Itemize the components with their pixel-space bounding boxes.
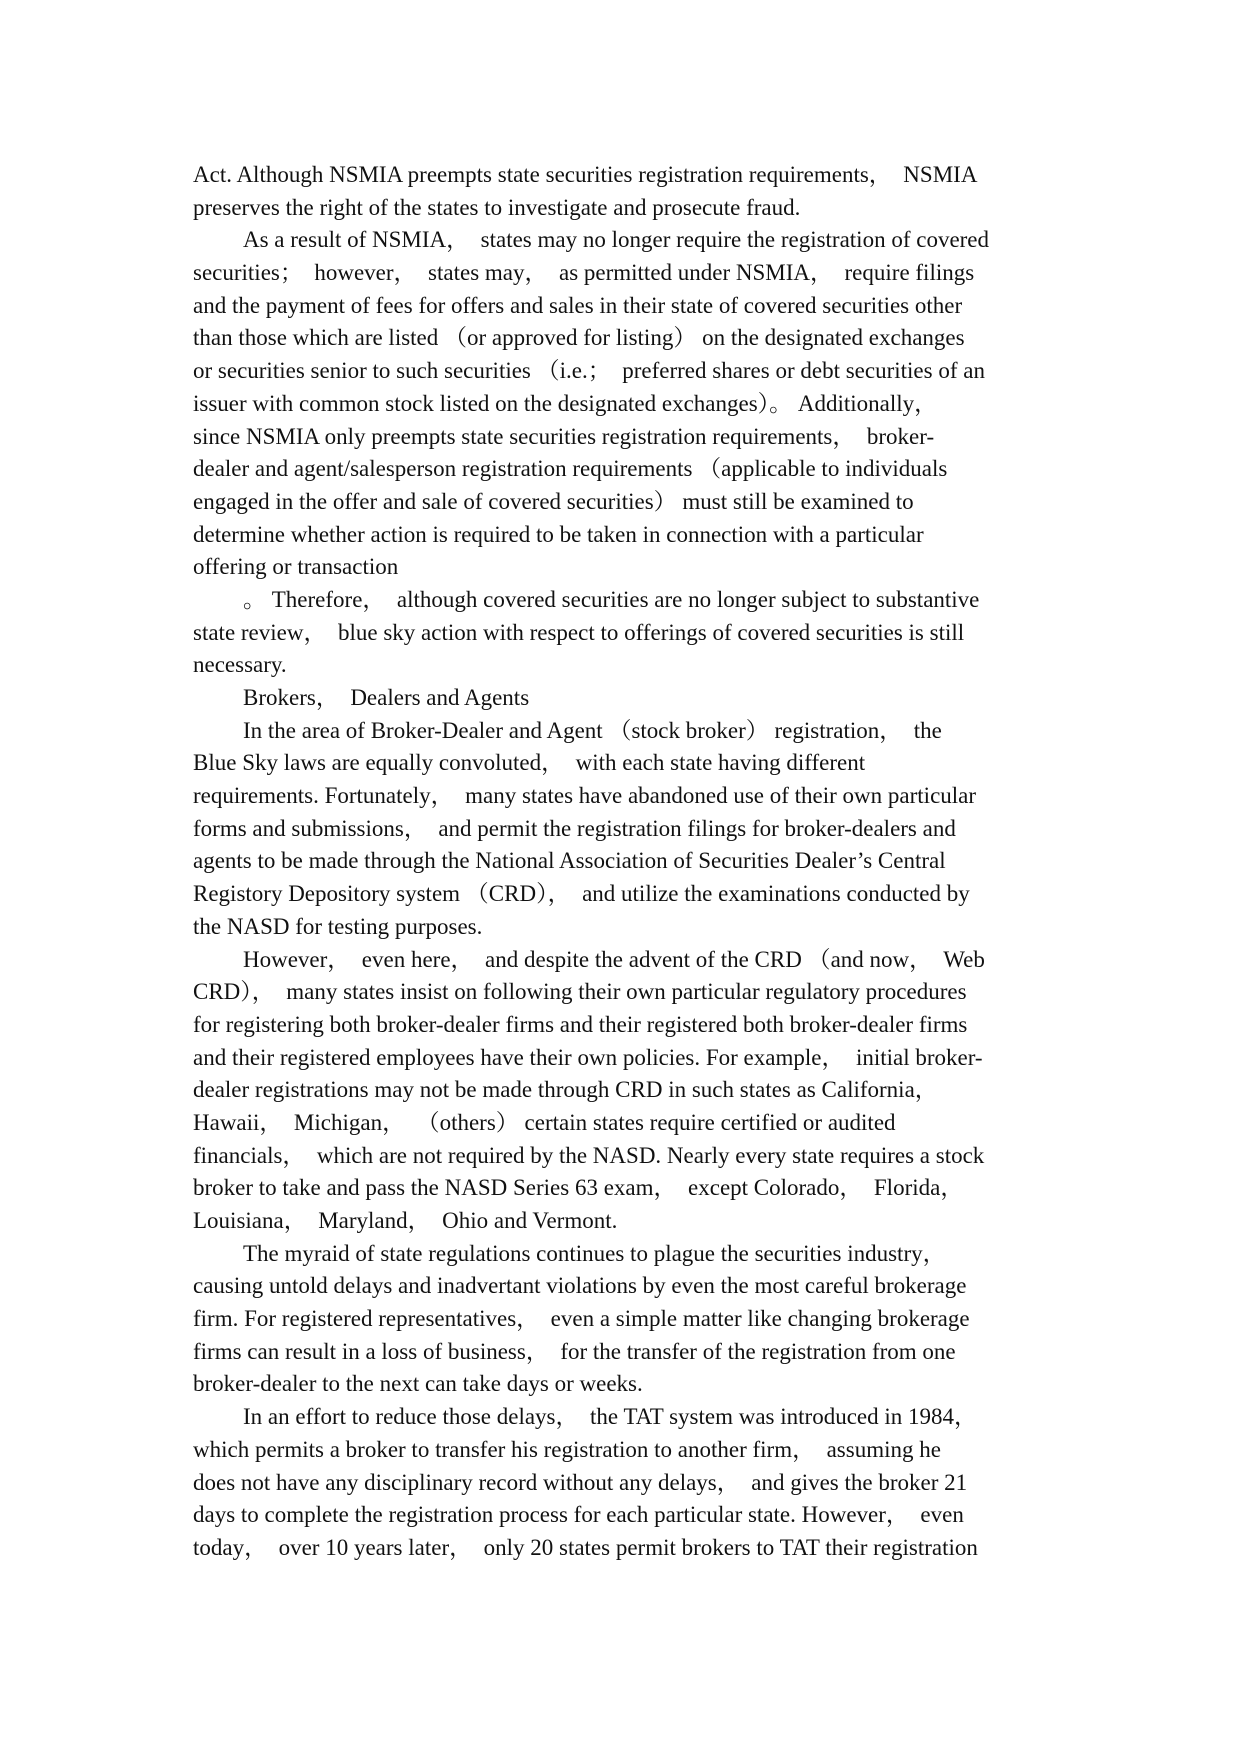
text-line: forms and submissions， and permit the registration filings for broker-dealers and <box>193 815 956 841</box>
text-line: offering or transaction <box>193 554 399 580</box>
text-line: Brokers， Dealers and Agents <box>243 685 530 710</box>
text-line: agents to be made through the National Association of Securities Dealer’s Central <box>193 848 946 874</box>
text-line: preserves the right of the states to investigate and prosecute fraud. <box>193 194 801 220</box>
text-line: 。 Therefore， although covered securities are no longer subject to substantive <box>243 586 980 612</box>
text-line: CRD）， many states insist on following their own particular regulatory procedures <box>193 979 967 1005</box>
text-line: firm. For registered representatives， even a simple matter like changing brokerage <box>193 1306 970 1332</box>
text-line: As a result of NSMIA， states may no longer require the registration of covered <box>243 227 990 253</box>
text-line: since NSMIA only preempts state securities registration requirements， broker- <box>193 423 935 449</box>
text-line: engaged in the offer and sale of covered securities） must still be examined to <box>193 488 914 514</box>
text-line: firms can result in a loss of business， for the transfer of the registration from one <box>193 1338 956 1364</box>
body-text <box>193 159 1053 1565</box>
text-line: Hawaii， Michigan， （others） certain states require certified or audited <box>193 1109 896 1135</box>
text-line: In the area of Broker-Dealer and Agent （stock broker） registration， the <box>243 717 942 743</box>
text-line: causing untold delays and inadvertant violations by even the most careful brokerage <box>193 1273 967 1299</box>
text-line: does not have any disciplinary record without any delays， and gives the broker 21 <box>193 1469 968 1495</box>
text-line: financials， which are not required by the NASD. Nearly every state requires a stock <box>193 1142 985 1168</box>
text-line: requirements. Fortunately， many states have abandoned use of their own particular <box>193 783 977 809</box>
text-line: dealer and agent/salesperson registration requirements （applicable to individuals <box>193 456 948 482</box>
text-line: determine whether action is required to be taken in connection with a particular <box>193 521 924 547</box>
text-line: or securities senior to such securities （i.e.； preferred shares or debt securities of an <box>193 358 985 384</box>
text-line: the NASD for testing purposes. <box>193 913 483 939</box>
text-line: days to complete the registration process for each particular state. However， even <box>193 1502 964 1528</box>
text-line: today， over 10 years later， only 20 states permit brokers to TAT their registration <box>193 1534 978 1560</box>
text-line: However， even here， and despite the advent of the CRD （and now， Web <box>243 946 985 972</box>
text-line: Blue Sky laws are equally convoluted， with each state having different <box>193 750 866 776</box>
text-line: securities； however， states may， as permitted under NSMIA， require filings <box>193 260 975 286</box>
text-line: The myraid of state regulations continues to plague the securities industry， <box>243 1240 946 1266</box>
text-line: state review， blue sky action with respect to offerings of covered securities is still <box>193 619 965 645</box>
text-line: Louisiana， Maryland， Ohio and Vermont. <box>193 1208 618 1233</box>
text-line: for registering both broker-dealer firms and their registered both broker-dealer firms <box>193 1011 968 1037</box>
text-line: than those which are listed （or approved for listing） on the designated exchanges <box>193 325 965 351</box>
text-line: dealer registrations may not be made through CRD in such states as California， <box>193 1077 938 1103</box>
text-line: In an effort to reduce those delays， the TAT system was introduced in 1984， <box>243 1404 978 1430</box>
text-line: broker to take and pass the NASD Series 63 exam， except Colorado， Florida， <box>193 1175 964 1201</box>
text-line: broker-dealer to the next can take days or weeks. <box>193 1371 643 1397</box>
text-line: Act. Although NSMIA preempts state securities registration requirements， NSMIA <box>193 162 978 187</box>
text-line: Registory Depository system （CRD）， and utilize the examinations conducted by <box>193 881 970 907</box>
text-line: issuer with common stock listed on the designated exchanges）。 Additionally， <box>193 390 938 416</box>
text-line: and the payment of fees for offers and sales in their state of covered securities other <box>193 292 963 318</box>
text-line: necessary. <box>193 652 287 678</box>
text-line: and their registered employees have their own policies. For example， initial broker- <box>193 1044 983 1070</box>
text-line: which permits a broker to transfer his registration to another firm， assuming he <box>193 1436 941 1462</box>
